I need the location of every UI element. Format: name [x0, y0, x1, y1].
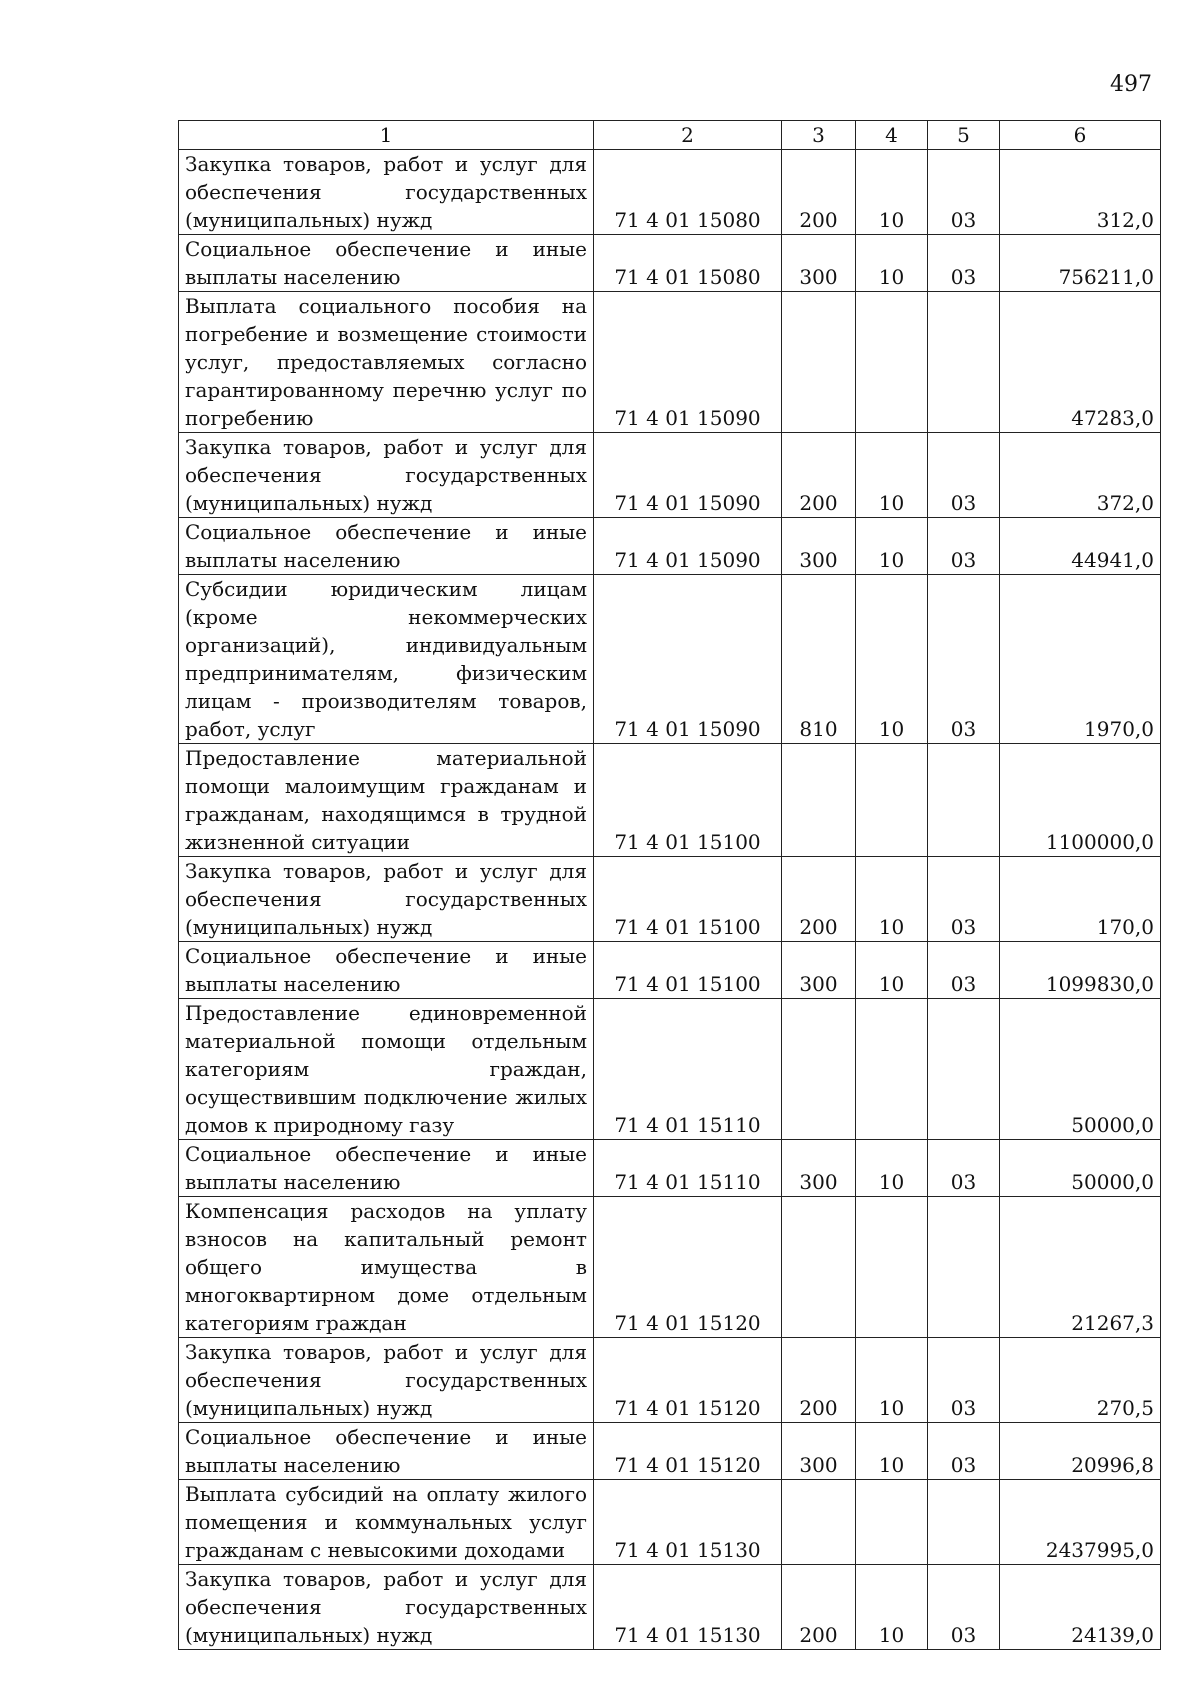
target-code-cell: 71 4 01 15090	[594, 518, 782, 575]
amount-cell: 50000,0	[1000, 999, 1161, 1140]
expense-type-cell: 200	[782, 1565, 856, 1650]
subsection-cell: 03	[928, 433, 1000, 518]
expense-type-cell: 200	[782, 433, 856, 518]
item-name-cell: Закупка товаров, работ и услуг для обеспечения государственных (муниципальных) нужд	[179, 1338, 594, 1423]
expense-type-cell: 300	[782, 1140, 856, 1197]
amount-cell: 756211,0	[1000, 235, 1161, 292]
table-row	[179, 1197, 1161, 1338]
target-code-cell: 71 4 01 15130	[594, 1480, 782, 1565]
section-cell: 10	[856, 1565, 928, 1650]
expense-type-cell: 200	[782, 150, 856, 235]
target-code-cell: 71 4 01 15100	[594, 857, 782, 942]
amount-cell: 270,5	[1000, 1338, 1161, 1423]
target-code-cell: 71 4 01 15080	[594, 235, 782, 292]
subsection-cell: 03	[928, 1565, 1000, 1650]
subsection-cell: 03	[928, 942, 1000, 999]
section-cell	[856, 1480, 928, 1565]
amount-cell: 1099830,0	[1000, 942, 1161, 999]
section-cell: 10	[856, 1140, 928, 1197]
target-code-cell: 71 4 01 15080	[594, 150, 782, 235]
section-cell: 10	[856, 518, 928, 575]
subsection-cell	[928, 999, 1000, 1140]
item-name-cell: Социальное обеспечение и иные выплаты населению	[179, 1140, 594, 1197]
table-row	[179, 235, 1161, 292]
table-row	[179, 292, 1161, 433]
section-cell: 10	[856, 1338, 928, 1423]
target-code-cell: 71 4 01 15090	[594, 575, 782, 744]
section-cell: 10	[856, 235, 928, 292]
table-row	[179, 1565, 1161, 1650]
subsection-cell	[928, 744, 1000, 857]
expense-type-cell	[782, 1197, 856, 1338]
target-code-cell: 71 4 01 15100	[594, 942, 782, 999]
item-name-cell: Закупка товаров, работ и услуг для обеспечения государственных (муниципальных) нужд	[179, 433, 594, 518]
item-name-cell: Компенсация расходов на уплату взносов на капитальный ремонт общего имущества в многоквартирном доме отдельным категориям граждан	[179, 1197, 594, 1338]
target-code-cell: 71 4 01 15120	[594, 1423, 782, 1480]
amount-cell: 21267,3	[1000, 1197, 1161, 1338]
amount-cell: 1100000,0	[1000, 744, 1161, 857]
amount-cell: 170,0	[1000, 857, 1161, 942]
item-name-cell: Социальное обеспечение и иные выплаты населению	[179, 235, 594, 292]
section-cell: 10	[856, 942, 928, 999]
target-code-cell: 71 4 01 15120	[594, 1338, 782, 1423]
target-code-cell: 71 4 01 15110	[594, 1140, 782, 1197]
expense-type-cell: 810	[782, 575, 856, 744]
section-cell: 10	[856, 575, 928, 744]
subsection-cell	[928, 292, 1000, 433]
column-header-6: 6	[1000, 121, 1161, 150]
subsection-cell: 03	[928, 150, 1000, 235]
section-cell: 10	[856, 433, 928, 518]
expense-type-cell: 300	[782, 942, 856, 999]
subsection-cell: 03	[928, 857, 1000, 942]
target-code-cell: 71 4 01 15090	[594, 292, 782, 433]
item-name-cell: Предоставление единовременной материальной помощи отдельным категориям граждан, осуществившим подключение жилых домов к природному газу	[179, 999, 594, 1140]
item-name-cell: Закупка товаров, работ и услуг для обеспечения государственных (муниципальных) нужд	[179, 1565, 594, 1650]
table-row	[179, 1140, 1161, 1197]
budget-table	[178, 120, 1161, 1650]
amount-cell: 44941,0	[1000, 518, 1161, 575]
target-code-cell: 71 4 01 15120	[594, 1197, 782, 1338]
amount-cell: 372,0	[1000, 433, 1161, 518]
table-row	[179, 150, 1161, 235]
subsection-cell: 03	[928, 1338, 1000, 1423]
section-cell: 10	[856, 1423, 928, 1480]
expense-type-cell	[782, 292, 856, 433]
table-row	[179, 857, 1161, 942]
item-name-cell: Закупка товаров, работ и услуг для обеспечения государственных (муниципальных) нужд	[179, 857, 594, 942]
section-cell: 10	[856, 150, 928, 235]
table-header-row	[179, 121, 1161, 150]
table-row	[179, 942, 1161, 999]
amount-cell: 1970,0	[1000, 575, 1161, 744]
amount-cell: 24139,0	[1000, 1565, 1161, 1650]
amount-cell: 20996,8	[1000, 1423, 1161, 1480]
table-row	[179, 1423, 1161, 1480]
expense-type-cell	[782, 744, 856, 857]
subsection-cell: 03	[928, 235, 1000, 292]
expense-type-cell: 300	[782, 518, 856, 575]
column-header-4: 4	[856, 121, 928, 150]
item-name-cell: Выплата социального пособия на погребение и возмещение стоимости услуг, предоставляемых согласно гарантированному перечню услуг по погребению	[179, 292, 594, 433]
target-code-cell: 71 4 01 15100	[594, 744, 782, 857]
item-name-cell: Социальное обеспечение и иные выплаты населению	[179, 942, 594, 999]
table-row	[179, 433, 1161, 518]
table-row	[179, 744, 1161, 857]
subsection-cell: 03	[928, 575, 1000, 744]
amount-cell: 312,0	[1000, 150, 1161, 235]
column-header-1: 1	[179, 121, 594, 150]
expense-type-cell: 300	[782, 1423, 856, 1480]
item-name-cell: Выплата субсидий на оплату жилого помещения и коммунальных услуг гражданам с невысокими доходами	[179, 1480, 594, 1565]
section-cell	[856, 744, 928, 857]
amount-cell: 2437995,0	[1000, 1480, 1161, 1565]
subsection-cell	[928, 1197, 1000, 1338]
table-body	[179, 150, 1161, 1650]
table-row	[179, 1338, 1161, 1423]
section-cell	[856, 292, 928, 433]
subsection-cell: 03	[928, 1140, 1000, 1197]
subsection-cell: 03	[928, 518, 1000, 575]
table-row	[179, 518, 1161, 575]
item-name-cell: Социальное обеспечение и иные выплаты населению	[179, 1423, 594, 1480]
target-code-cell: 71 4 01 15090	[594, 433, 782, 518]
item-name-cell: Закупка товаров, работ и услуг для обеспечения государственных (муниципальных) нужд	[179, 150, 594, 235]
target-code-cell: 71 4 01 15110	[594, 999, 782, 1140]
table-row	[179, 1480, 1161, 1565]
item-name-cell: Субсидии юридическим лицам (кроме некоммерческих организаций), индивидуальным предпринимателям, физическим лицам - производителям товаров, работ, услуг	[179, 575, 594, 744]
section-cell	[856, 1197, 928, 1338]
column-header-2: 2	[594, 121, 782, 150]
target-code-cell: 71 4 01 15130	[594, 1565, 782, 1650]
expense-type-cell: 200	[782, 857, 856, 942]
table-row	[179, 999, 1161, 1140]
subsection-cell	[928, 1480, 1000, 1565]
subsection-cell: 03	[928, 1423, 1000, 1480]
expense-type-cell	[782, 1480, 856, 1565]
expense-type-cell: 300	[782, 235, 856, 292]
amount-cell: 47283,0	[1000, 292, 1161, 433]
expense-type-cell: 200	[782, 1338, 856, 1423]
amount-cell: 50000,0	[1000, 1140, 1161, 1197]
column-header-3: 3	[782, 121, 856, 150]
section-cell	[856, 999, 928, 1140]
expense-type-cell	[782, 999, 856, 1140]
page-number: 497	[1110, 72, 1152, 97]
item-name-cell: Социальное обеспечение и иные выплаты населению	[179, 518, 594, 575]
table-row	[179, 575, 1161, 744]
section-cell: 10	[856, 857, 928, 942]
item-name-cell: Предоставление материальной помощи малоимущим гражданам и гражданам, находящимся в трудной жизненной ситуации	[179, 744, 594, 857]
column-header-5: 5	[928, 121, 1000, 150]
